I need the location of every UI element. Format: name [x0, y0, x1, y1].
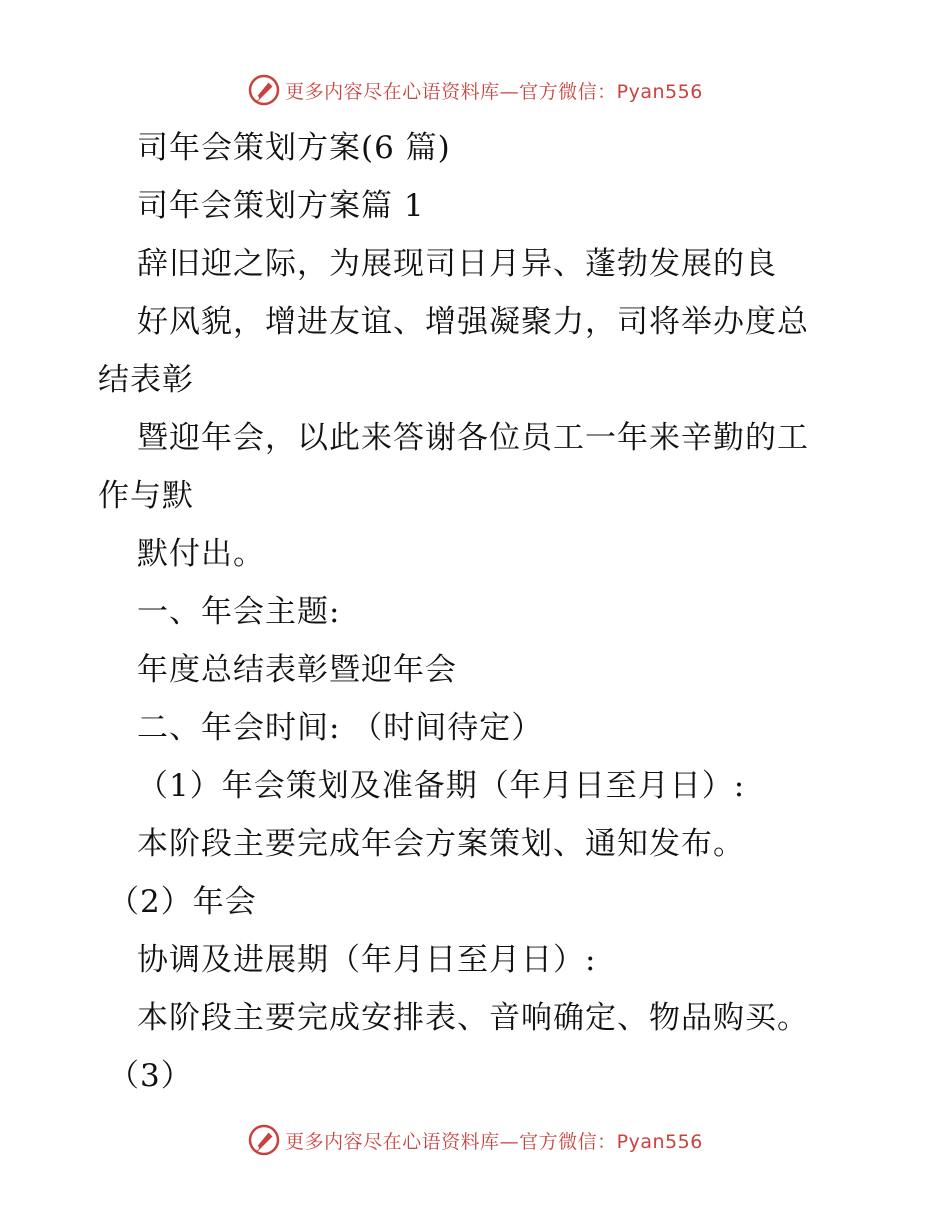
pen-logo-icon — [247, 73, 281, 107]
doc-paragraph-line: 本阶段主要完成年会方案策划、通知发布。 — [137, 826, 745, 862]
doc-subtitle: 司年会策划方案篇 1 — [137, 188, 425, 224]
banner-text: 更多内容尽在心语资料库—官方微信：Pyan556 — [285, 1130, 703, 1153]
pen-logo-icon — [247, 1123, 281, 1157]
doc-paragraph-line: （2）年会 — [108, 884, 257, 920]
banner-text: 更多内容尽在心语资料库—官方微信：Pyan556 — [285, 80, 703, 103]
doc-paragraph-line: 默付出。 — [137, 536, 265, 572]
doc-paragraph-line: 好风貌，增进友谊、增强凝聚力，司将举办度总 — [137, 304, 809, 340]
doc-paragraph-line: （3） — [108, 1058, 193, 1094]
doc-paragraph-line: 年度总结表彰暨迎年会 — [137, 652, 457, 688]
doc-paragraph-line: 暨迎年会，以此来答谢各位员工一年来辛勤的工 — [137, 420, 809, 456]
doc-paragraph-line: 本阶段主要完成安排表、音响确定、物品购买。 — [137, 1000, 809, 1036]
doc-section-heading: 一、年会主题: — [137, 594, 341, 630]
doc-paragraph-line: （1）年会策划及准备期（年月日至月日）: — [137, 768, 746, 804]
header-banner — [0, 70, 950, 110]
doc-section-heading: 二、年会时间: （时间待定） — [137, 710, 544, 746]
doc-paragraph-line: 作与默 — [98, 478, 194, 514]
footer-banner — [0, 1120, 950, 1160]
doc-paragraph-line: 结表彰 — [98, 362, 194, 398]
doc-paragraph-line: 协调及进展期（年月日至月日）: — [137, 942, 597, 978]
doc-paragraph-line: 辞旧迎之际，为展现司日月异、蓬勃发展的良 — [137, 246, 777, 282]
doc-title: 司年会策划方案(6 篇) — [137, 130, 451, 166]
